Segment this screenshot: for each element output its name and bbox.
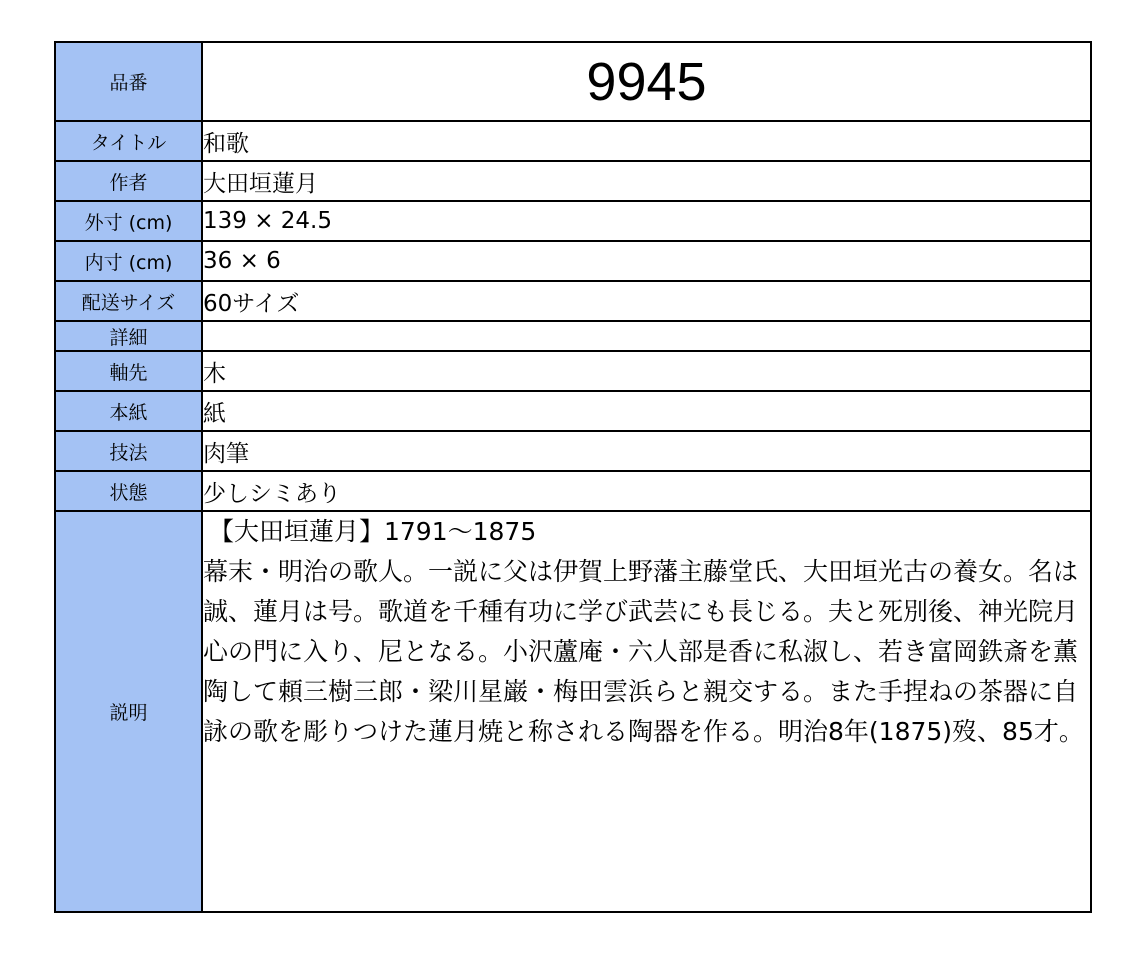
label-author: 作者 xyxy=(55,161,202,201)
value-details xyxy=(202,321,1091,351)
row-outer-size xyxy=(55,201,1091,241)
row-number xyxy=(55,42,1091,121)
value-technique: 肉筆 xyxy=(202,431,1091,471)
value-outer-size: 139 × 24.5 xyxy=(202,201,1091,241)
value-shipping-size: 60サイズ xyxy=(202,281,1091,321)
row-condition xyxy=(55,471,1091,511)
row-base-material xyxy=(55,391,1091,431)
label-title: タイトル xyxy=(55,121,202,161)
value-title: 和歌 xyxy=(202,121,1091,161)
label-outer-size: 外寸 (cm) xyxy=(55,201,202,241)
label-condition: 状態 xyxy=(55,471,202,511)
value-inner-size: 36 × 6 xyxy=(202,241,1091,281)
label-shipping-size: 配送サイズ xyxy=(55,281,202,321)
label-description: 説明 xyxy=(55,511,202,912)
value-condition: 少しシミあり xyxy=(202,471,1091,511)
value-number: 9945 xyxy=(202,42,1091,121)
value-author: 大田垣蓮月 xyxy=(202,161,1091,201)
row-title xyxy=(55,121,1091,161)
row-roller-end xyxy=(55,351,1091,391)
label-roller-end: 軸先 xyxy=(55,351,202,391)
value-base-material: 紙 xyxy=(202,391,1091,431)
product-spec-table xyxy=(54,41,1092,913)
description-heading: 【大田垣蓮月】1791〜1875 xyxy=(209,517,537,546)
label-details: 詳細 xyxy=(55,321,202,351)
value-roller-end: 木 xyxy=(202,351,1091,391)
label-number: 品番 xyxy=(55,42,202,121)
label-technique: 技法 xyxy=(55,431,202,471)
description-body: 幕末・明治の歌人。一説に父は伊賀上野藩主藤堂氏、大田垣光古の養女。名は誠、蓮月は号。歌道を千種有功に学び武芸にも長じる。夫と死別後、神光院月心の門に入り、尼となる。小沢蘆庵・六人部是香に私淑し、若き富岡鉄斎を薫陶して頼三樹三郎・梁川星巌・梅田雲浜らと親交する。また手捏ねの茶器に自詠の歌を彫りつけた蓮月焼と称される陶器を作る。明治8年(1875)歿、85才。 xyxy=(203,557,1084,746)
row-shipping-size xyxy=(55,281,1091,321)
label-base-material: 本紙 xyxy=(55,391,202,431)
row-author xyxy=(55,161,1091,201)
description-cell xyxy=(202,511,1091,912)
row-description xyxy=(55,511,1091,912)
row-details xyxy=(55,321,1091,351)
row-inner-size xyxy=(55,241,1091,281)
row-technique xyxy=(55,431,1091,471)
label-inner-size: 内寸 (cm) xyxy=(55,241,202,281)
